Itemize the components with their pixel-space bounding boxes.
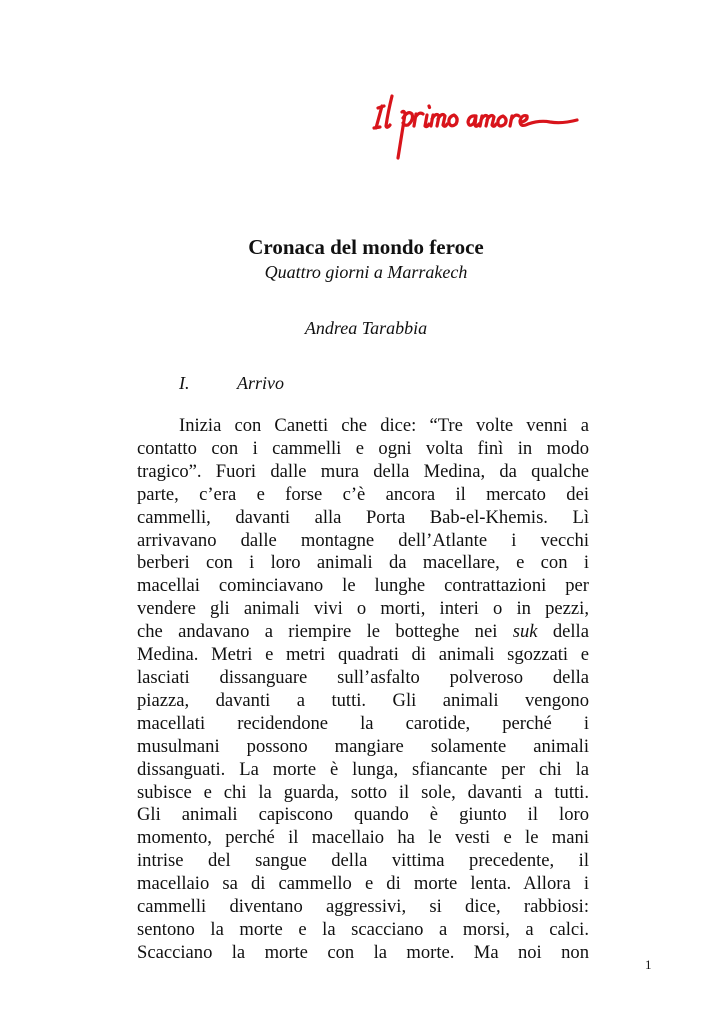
page-number: 1: [645, 957, 652, 972]
document-header: [0, 234, 724, 340]
paragraph-line: musulmani possono mangiare solamente animali: [137, 735, 589, 757]
section-heading: [179, 371, 284, 395]
paragraph-line: macellati recidendone la carotide, perché i: [137, 712, 589, 734]
paragraph-line: subisce e chi la guarda, sotto il sole, davanti a tutti.: [137, 781, 589, 803]
line-tail: della: [552, 621, 589, 643]
italic-word: suk: [512, 621, 538, 643]
paragraph-line: Gli animali capiscono quando è giunto il loro: [137, 804, 589, 826]
paragraph-line: sentono la morte e la scacciano a morsi, a calci.: [137, 918, 589, 940]
paragraph-line: Inizia con Canetti che dice: “Tre volte venni a: [179, 415, 589, 436]
paragraph-line: vendere gli animali vivi o morti, interi o in pezzi,: [137, 598, 589, 620]
paragraph-line: macellai cominciavano le lunghe contrattazioni per: [137, 575, 589, 597]
section-title: Arrivo: [237, 373, 284, 393]
paragraph-line: momento, perché il macellaio ha le vesti e le mani: [137, 827, 589, 849]
paragraph-line: dissanguati. La morte è lunga, sfiancante per chi la: [137, 758, 589, 780]
document-title: Cronaca del mondo feroce: [248, 235, 484, 259]
paragraph-line: parte, c’era e forse c’è ancora il mercato dei: [137, 483, 589, 505]
document-author: Andrea Tarabbia: [304, 318, 428, 338]
paragraph-line: cammelli, davanti alla Porta Bab-el-Khemis. Lì: [137, 506, 589, 528]
body-paragraph: [137, 415, 589, 965]
line-text: che andavano a riempire le botteghe nei: [137, 621, 498, 643]
paragraph-line: Scacciano la morte con la morte. Ma noi non: [137, 941, 589, 963]
paragraph-line: berberi con i loro animali da macellare, e con i: [137, 552, 589, 574]
paragraph-line: Medina. Metri e metri quadrati di animali sgozzati e: [137, 644, 589, 666]
paragraph-line: macellaio sa di cammello e di morte lenta. Allora i: [137, 873, 589, 895]
paragraph-line: cammelli diventano aggressivi, si dice, rabbiosi:: [137, 896, 589, 918]
paragraph-line: arrivavano dalle montagne dell’Atlante i vecchi: [137, 529, 589, 551]
paragraph-line: lasciati dissanguare sull’asfalto polveroso della: [137, 666, 589, 688]
paragraph-line-with-italic: [137, 621, 589, 644]
paragraph-line: tragico”. Fuori dalle mura della Medina, da qualche: [137, 460, 589, 482]
paragraph-line: piazza, davanti a tutti. Gli animali vengono: [137, 689, 589, 711]
paragraph-line: intrise del sangue della vittima precedente, il: [137, 850, 589, 872]
logo-handwriting-icon: [372, 78, 592, 168]
section-number: I.: [179, 373, 190, 393]
document-subtitle: Quattro giorni a Marrakech: [264, 262, 468, 282]
il-primo-amore-logo: [372, 78, 592, 168]
paragraph-line: contatto con i cammelli e ogni volta finì in modo: [137, 437, 589, 459]
